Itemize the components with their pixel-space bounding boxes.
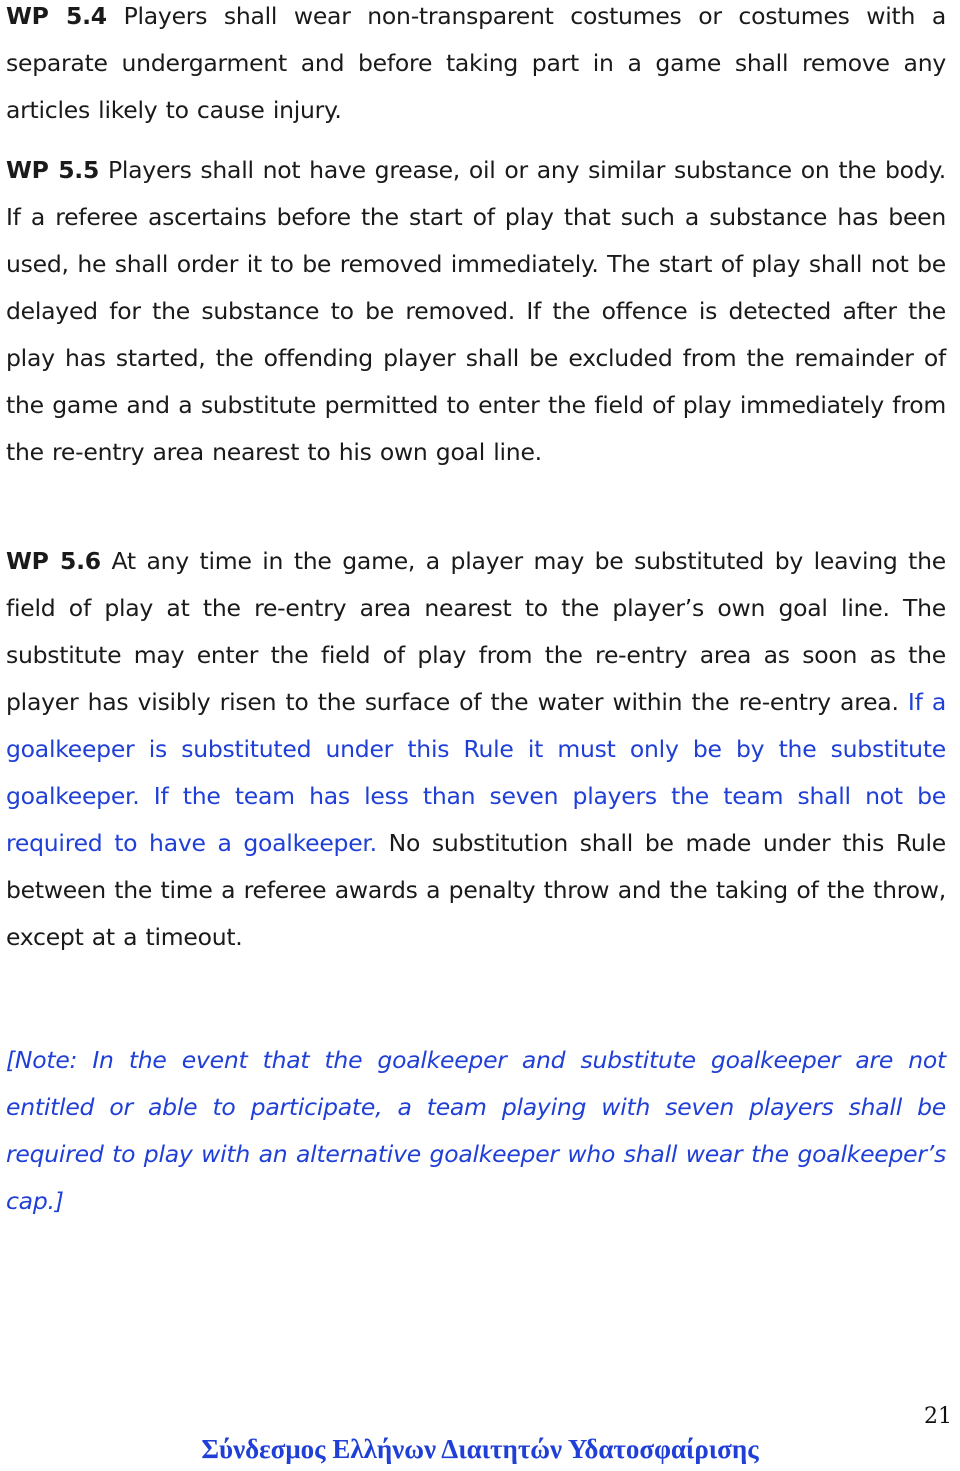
rule-wp-5-6: [6, 538, 946, 961]
footer-organization: Σύνδεσμος Ελλήνων Διαιτητών Υδατοσφαίρισης: [201, 1434, 759, 1464]
rule-wp-5-5: [6, 147, 946, 476]
rule-text-continued: No substitution shall be made under this Rule between the time a referee awards a penalty throw and the taking of the throw, except at a timeout.: [6, 829, 946, 951]
rule-highlight-text: If a goalkeeper is substituted under this Rule it must only be by the substitute goalkeeper. If the team has less than seven players the team shall not be required to have a goalkeeper.: [6, 688, 946, 857]
rule-text: Players shall not have grease, oil or any similar substance on the body. If a referee ascertains before the start of play that such a substance has been used, he shall order it to be removed immediately. The start of play shall not be delayed for the substance to be removed. If the offence is detected after the play has started, the offending player shall be excluded from the remainder of the game and a substitute permitted to enter the field of play immediately from the re-entry area nearest to his own goal line.: [6, 156, 946, 466]
rule-wp-5-4: [6, 0, 946, 134]
rule-text: At any time in the game, a player may be substituted by leaving the field of play at the re-entry area nearest to the player’s own goal line. The substitute may enter the field of play from the re-entry area as soon as the player has visibly risen to the surface of the water within the re-entry area.: [6, 547, 946, 716]
rule-note: [Note: In the event that the goalkeeper and substitute goalkeeper are not entitled or able to participate, a team playing with seven players shall be required to play with an alternative goalkeeper who shall wear the goalkeeper’s cap.]: [6, 1046, 946, 1215]
rule-label: WP 5.6: [6, 547, 101, 575]
page-number: 21: [924, 1404, 952, 1429]
rule-text: Players shall wear non-transparent costumes or costumes with a separate undergarment and before taking part in a game shall remove any articles likely to cause injury.: [6, 2, 946, 124]
rule-label: WP 5.5: [6, 156, 100, 184]
rule-label: WP 5.4: [6, 2, 107, 30]
